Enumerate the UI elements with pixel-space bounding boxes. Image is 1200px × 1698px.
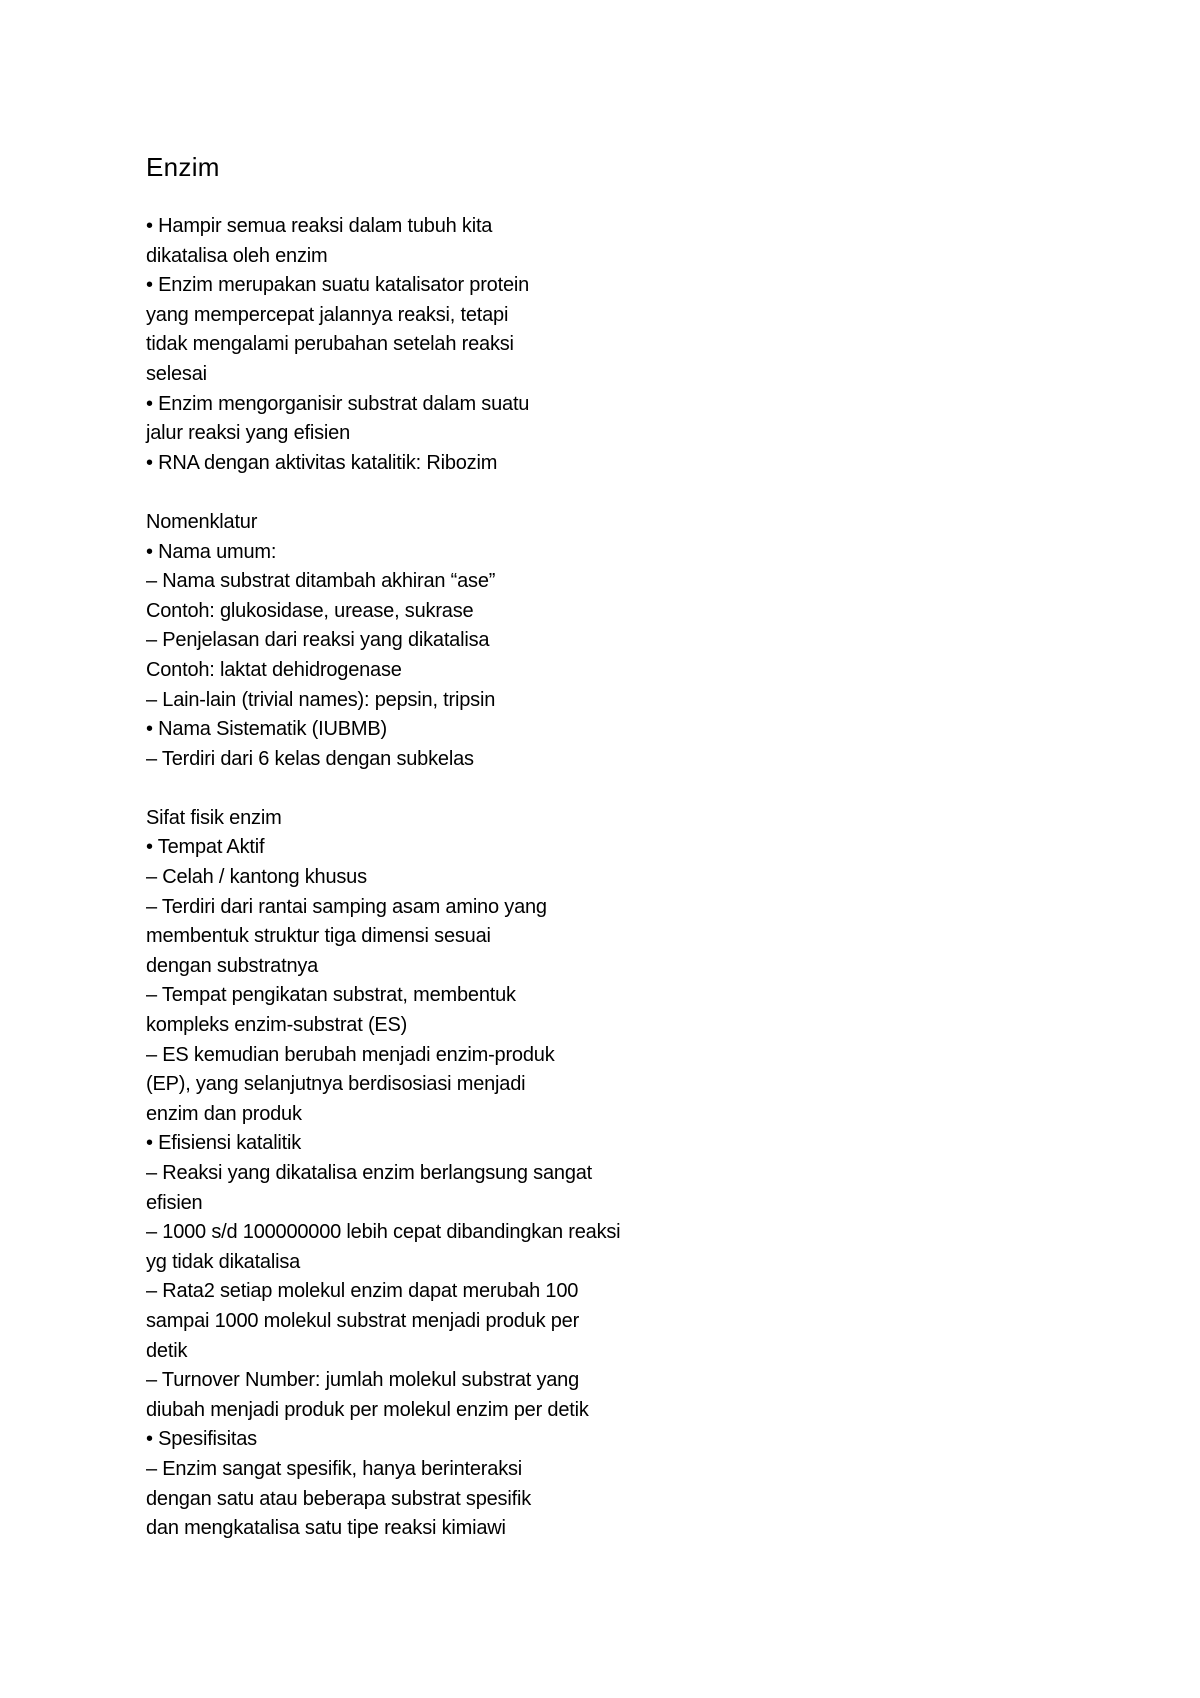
text-line: yg tidak dikatalisa xyxy=(146,1250,301,1273)
bullet-item: • Nama Sistematik (IUBMB) xyxy=(146,718,387,741)
text-line: membentuk struktur tiga dimensi sesuai xyxy=(146,925,491,948)
blank-line xyxy=(146,774,1046,804)
text-line: yang mempercepat jalannya reaksi, tetapi xyxy=(146,303,509,326)
text-line: Contoh: glukosidase, urease, sukrase xyxy=(146,599,474,622)
dash-item: – ES kemudian berubah menjadi enzim-produk xyxy=(146,1043,555,1066)
dash-item: – Lain-lain (trivial names): pepsin, tripsin xyxy=(146,688,496,711)
document-body xyxy=(146,150,1046,1544)
text-line: kompleks enzim-substrat (ES) xyxy=(146,1014,408,1037)
document-title: Enzim xyxy=(146,152,220,182)
bullet-item: • Enzim mengorganisir substrat dalam suatu xyxy=(146,392,530,415)
bullet-item: • Spesifisitas xyxy=(146,1428,257,1451)
text-line: detik xyxy=(146,1339,188,1362)
text-line: dan mengkatalisa satu tipe reaksi kimiawi xyxy=(146,1517,506,1540)
dash-item: – Enzim sangat spesifik, hanya berinteraksi xyxy=(146,1457,523,1480)
bullet-item: • Enzim merupakan suatu katalisator protein xyxy=(146,274,530,297)
bullet-item: • Hampir semua reaksi dalam tubuh kita xyxy=(146,215,493,237)
text-line: enzim dan produk xyxy=(146,1102,302,1125)
blank-line xyxy=(146,478,1046,508)
dash-item: – Nama substrat ditambah akhiran “ase” xyxy=(146,570,496,593)
dash-item: – 1000 s/d 100000000 lebih cepat dibandingkan reaksi xyxy=(146,1221,621,1244)
text-line: (EP), yang selanjutnya berdisosiasi menjadi xyxy=(146,1073,526,1096)
section-heading: Nomenklatur xyxy=(146,510,258,533)
text-line: dengan substratnya xyxy=(146,954,319,977)
bullet-item: • Nama umum: xyxy=(146,540,277,563)
text-line: diubah menjadi produk per molekul enzim per detik xyxy=(146,1398,589,1421)
document-lines xyxy=(146,212,1046,1544)
text-line: dikatalisa oleh enzim xyxy=(146,244,328,267)
dash-item: – Terdiri dari 6 kelas dengan subkelas xyxy=(146,747,474,770)
dash-item: – Penjelasan dari reaksi yang dikatalisa xyxy=(146,629,490,652)
text-line: selesai xyxy=(146,362,207,385)
bullet-item: • Efisiensi katalitik xyxy=(146,1132,302,1155)
dash-item: – Terdiri dari rantai samping asam amino yang xyxy=(146,895,547,918)
text-line: Contoh: laktat dehidrogenase xyxy=(146,658,402,681)
text-line: sampai 1000 molekul substrat menjadi produk per xyxy=(146,1309,580,1332)
dash-item: – Tempat pengikatan substrat, membentuk xyxy=(146,984,516,1007)
dash-item: – Turnover Number: jumlah molekul substrat yang xyxy=(146,1369,580,1392)
section-heading: Sifat fisik enzim xyxy=(146,806,282,829)
dash-item: – Reaksi yang dikatalisa enzim berlangsung sangat xyxy=(146,1162,593,1184)
dash-item: – Celah / kantong khusus xyxy=(146,866,367,889)
text-line: dengan satu atau beberapa substrat spesifik xyxy=(146,1487,532,1510)
bullet-item: • Tempat Aktif xyxy=(146,836,265,859)
text-line: efisien xyxy=(146,1191,203,1214)
text-line: jalur reaksi yang efisien xyxy=(146,422,350,445)
bullet-item: • RNA dengan aktivitas katalitik: Ribozim xyxy=(146,451,498,474)
text-line: tidak mengalami perubahan setelah reaksi xyxy=(146,333,514,356)
dash-item: – Rata2 setiap molekul enzim dapat merubah 100 xyxy=(146,1280,579,1303)
